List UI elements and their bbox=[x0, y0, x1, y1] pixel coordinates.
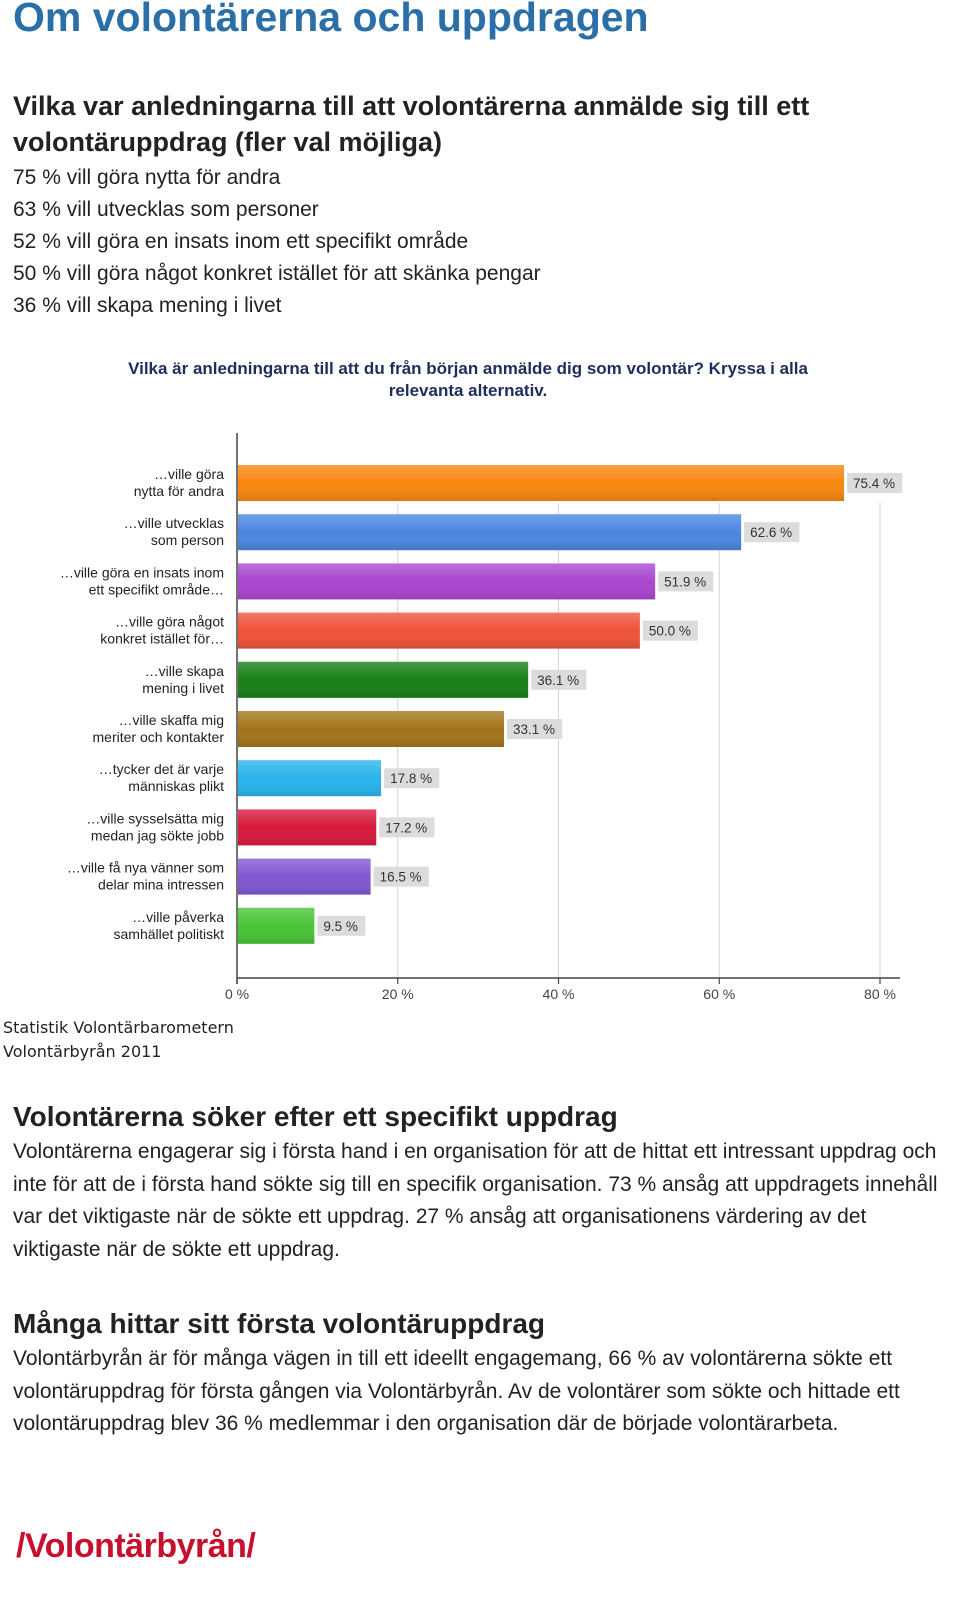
stat-item: 52 % vill göra en insats inom ett specifikt område bbox=[13, 230, 469, 253]
x-tick-label: 20 % bbox=[381, 986, 414, 1002]
value-label: 33.1 % bbox=[513, 722, 556, 737]
bar-shine bbox=[238, 662, 528, 698]
x-tick-label: 60 % bbox=[703, 986, 736, 1002]
page-title: Om volontärerna och uppdragen bbox=[13, 0, 649, 40]
category-label: …ville utvecklas bbox=[123, 515, 224, 532]
value-label: 16.5 % bbox=[379, 869, 422, 885]
category-label: som person bbox=[150, 532, 224, 549]
section-heading: Volontärerna söker efter ett specifikt uppdrag bbox=[13, 1101, 618, 1132]
x-tick-label: 80 % bbox=[864, 986, 896, 1002]
category-label: människas plikt bbox=[128, 778, 224, 795]
stat-item: 36 % vill skapa mening i livet bbox=[13, 294, 282, 317]
category-label: …ville göra en insats inom bbox=[59, 564, 224, 581]
bar-shine bbox=[238, 809, 376, 845]
category-label: mening i livet bbox=[142, 679, 224, 696]
source-line: Statistik Volontärbarometern bbox=[3, 1018, 234, 1037]
chart-bars bbox=[238, 465, 902, 944]
section-first-assignment bbox=[13, 1307, 948, 1441]
value-label: 17.2 % bbox=[385, 820, 428, 836]
value-label: 50.0 % bbox=[648, 623, 691, 639]
bar-shine bbox=[238, 859, 371, 895]
bar-shine bbox=[238, 760, 381, 796]
chart-title-line: relevanta alternativ. bbox=[388, 381, 548, 400]
value-label: 75.4 % bbox=[853, 476, 896, 491]
category-label: delar mina intressen bbox=[97, 876, 224, 893]
category-labels bbox=[60, 466, 225, 942]
value-label: 36.1 % bbox=[537, 672, 580, 688]
category-label: samhället politiskt bbox=[113, 925, 224, 942]
source-caption bbox=[3, 1016, 234, 1064]
source-line: Volontärbyrån 2011 bbox=[3, 1042, 162, 1061]
value-label: 9.5 % bbox=[323, 918, 358, 934]
bar-shine bbox=[238, 613, 640, 649]
stat-item: 50 % vill göra något konkret istället för att skänka pengar bbox=[13, 262, 541, 285]
value-label: 51.9 % bbox=[664, 574, 707, 590]
category-label: …ville skapa bbox=[144, 662, 224, 679]
category-label: …ville skaffa mig bbox=[118, 712, 224, 728]
bar-shine bbox=[238, 514, 741, 550]
category-label: konkret istället för… bbox=[100, 630, 224, 647]
volontarbyran-logo: /Volontärbyrån/ bbox=[16, 1527, 256, 1565]
x-tick-label: 40 % bbox=[542, 986, 575, 1002]
bar-chart bbox=[0, 345, 960, 1010]
section-body: Volontärbyrån är för många vägen in till ett ideellt engagemang, 66 % av volontärerna sökte ett volontäruppdrag för första gången via Volontärbyrån. Av de volontärer som sökte och hittade ett volontäruppdrag blev 36 % medlemmar i den organisation där de började volontärarbeta. bbox=[13, 1347, 900, 1435]
chart-title bbox=[128, 359, 808, 400]
category-label: nytta för andra bbox=[133, 483, 224, 499]
x-tick-label: 0 % bbox=[224, 986, 250, 1002]
category-label: …tycker det är varje bbox=[98, 761, 224, 778]
section-heading: Många hittar sitt första volontäruppdrag bbox=[13, 1308, 546, 1339]
section-specific-assignment bbox=[13, 1100, 948, 1266]
stats-list bbox=[13, 162, 541, 322]
category-label: …ville få nya vänner som bbox=[66, 859, 224, 876]
section-body: Volontärerna engagerar sig i första hand i en organisation för att de hittat ett intressant uppdrag och inte för att de i första hand sökte sig till en specifik organisation. 73 % ansåg att uppdragets innehåll var det viktigaste när de sökte ett uppdrag. 27 % ansåg att organisationens värdering av det viktigaste när de sökte ett uppdrag. bbox=[13, 1140, 938, 1261]
bar-shine bbox=[238, 563, 655, 599]
category-label: meriter och kontakter bbox=[92, 729, 224, 745]
stat-item: 75 % vill göra nytta för andra bbox=[13, 166, 281, 189]
value-label: 62.6 % bbox=[750, 525, 793, 541]
x-tick-labels bbox=[225, 986, 896, 1002]
bar-shine bbox=[238, 465, 844, 501]
category-label: ett specifikt område… bbox=[88, 581, 224, 598]
question-heading: Vilka var anledningarna till att volontärerna anmälde sig till ett volontäruppdrag (fler val möjliga) bbox=[13, 91, 810, 157]
category-label: …ville göra bbox=[153, 466, 224, 482]
chart-title-line: Vilka är anledningarna till att du från början anmälde dig som volontär? Kryssa i alla bbox=[128, 359, 808, 378]
bar-shine bbox=[238, 711, 504, 747]
category-label: …ville påverka bbox=[132, 908, 224, 925]
category-label: …ville sysselsätta mig bbox=[86, 810, 224, 827]
category-label: medan jag sökte jobb bbox=[90, 827, 224, 844]
value-label: 17.8 % bbox=[390, 771, 433, 787]
bar-shine bbox=[238, 908, 314, 944]
category-label: …ville göra något bbox=[115, 613, 224, 630]
stat-item: 63 % vill utvecklas som personer bbox=[13, 198, 319, 221]
